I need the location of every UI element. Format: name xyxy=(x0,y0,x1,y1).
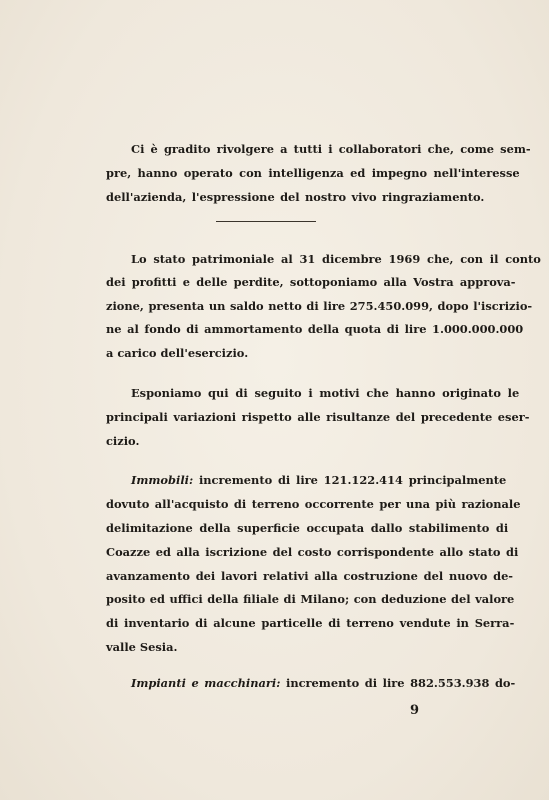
paragraph-4-line-1-text: incremento di lire 121.122.414 principalmente xyxy=(193,473,507,487)
paragraph-4-line-6: posito ed uffici della filiale di Milano; con deduzione del valore xyxy=(106,592,515,606)
paragraph-5-line-1-text: incremento di lire 882.553.938 do- xyxy=(280,676,516,690)
paragraph-4-line-8: valle Sesia. xyxy=(106,640,178,654)
paragraph-4-line-1 xyxy=(131,473,506,487)
page-number: 9 xyxy=(410,703,420,718)
paragraph-4-line-4: Coazze ed alla iscrizione del costo corrispondente allo stato di xyxy=(106,545,519,559)
paragraph-4-line-5: avanzamento dei lavori relativi alla costruzione del nuovo de- xyxy=(106,569,514,583)
paragraph-4-line-3: delimitazione della superficie occupata dallo stabilimento di xyxy=(106,521,509,535)
paragraph-1-line-2: pre, hanno operato con intelligenza ed impegno nell'interesse xyxy=(106,166,520,180)
paragraph-2-line-5: a carico dell'esercizio. xyxy=(106,346,249,360)
paragraph-2-line-1: Lo stato patrimoniale al 31 dicembre 1969 che, con il conto xyxy=(131,252,541,266)
paragraph-2-line-4: ne al fondo di ammortamento della quota di lire 1.000.000.000 xyxy=(106,322,524,336)
paragraph-2-line-3: zione, presenta un saldo netto di lire 275.450.099, dopo l'iscrizio- xyxy=(106,299,533,313)
paragraph-2-line-2: dei profitti e delle perdite, sottoponiamo alla Vostra approva- xyxy=(106,275,516,289)
paragraph-3-line-2: principali variazioni rispetto alle risultanze del precedente eser- xyxy=(106,410,530,424)
paragraph-1-line-1: Ci è gradito rivolgere a tutti i collaboratori che, come sem- xyxy=(131,142,531,156)
section-divider xyxy=(216,221,316,222)
paragraph-1-line-3: dell'azienda, l'espressione del nostro vivo ringraziamento. xyxy=(106,190,485,204)
paragraph-4-line-7: di inventario di alcune particelle di terreno vendute in Serra- xyxy=(106,616,515,630)
impianti-label: Impianti e macchinari: xyxy=(131,676,281,690)
paragraph-5-line-1 xyxy=(131,676,515,690)
paragraph-4-line-2: dovuto all'acquisto di terreno occorrente per una più razionale xyxy=(106,497,521,511)
paragraph-3-line-3: cizio. xyxy=(106,434,140,448)
paragraph-3-line-1: Esponiamo qui di seguito i motivi che hanno originato le xyxy=(131,386,520,400)
immobili-label: Immobili: xyxy=(131,473,194,487)
